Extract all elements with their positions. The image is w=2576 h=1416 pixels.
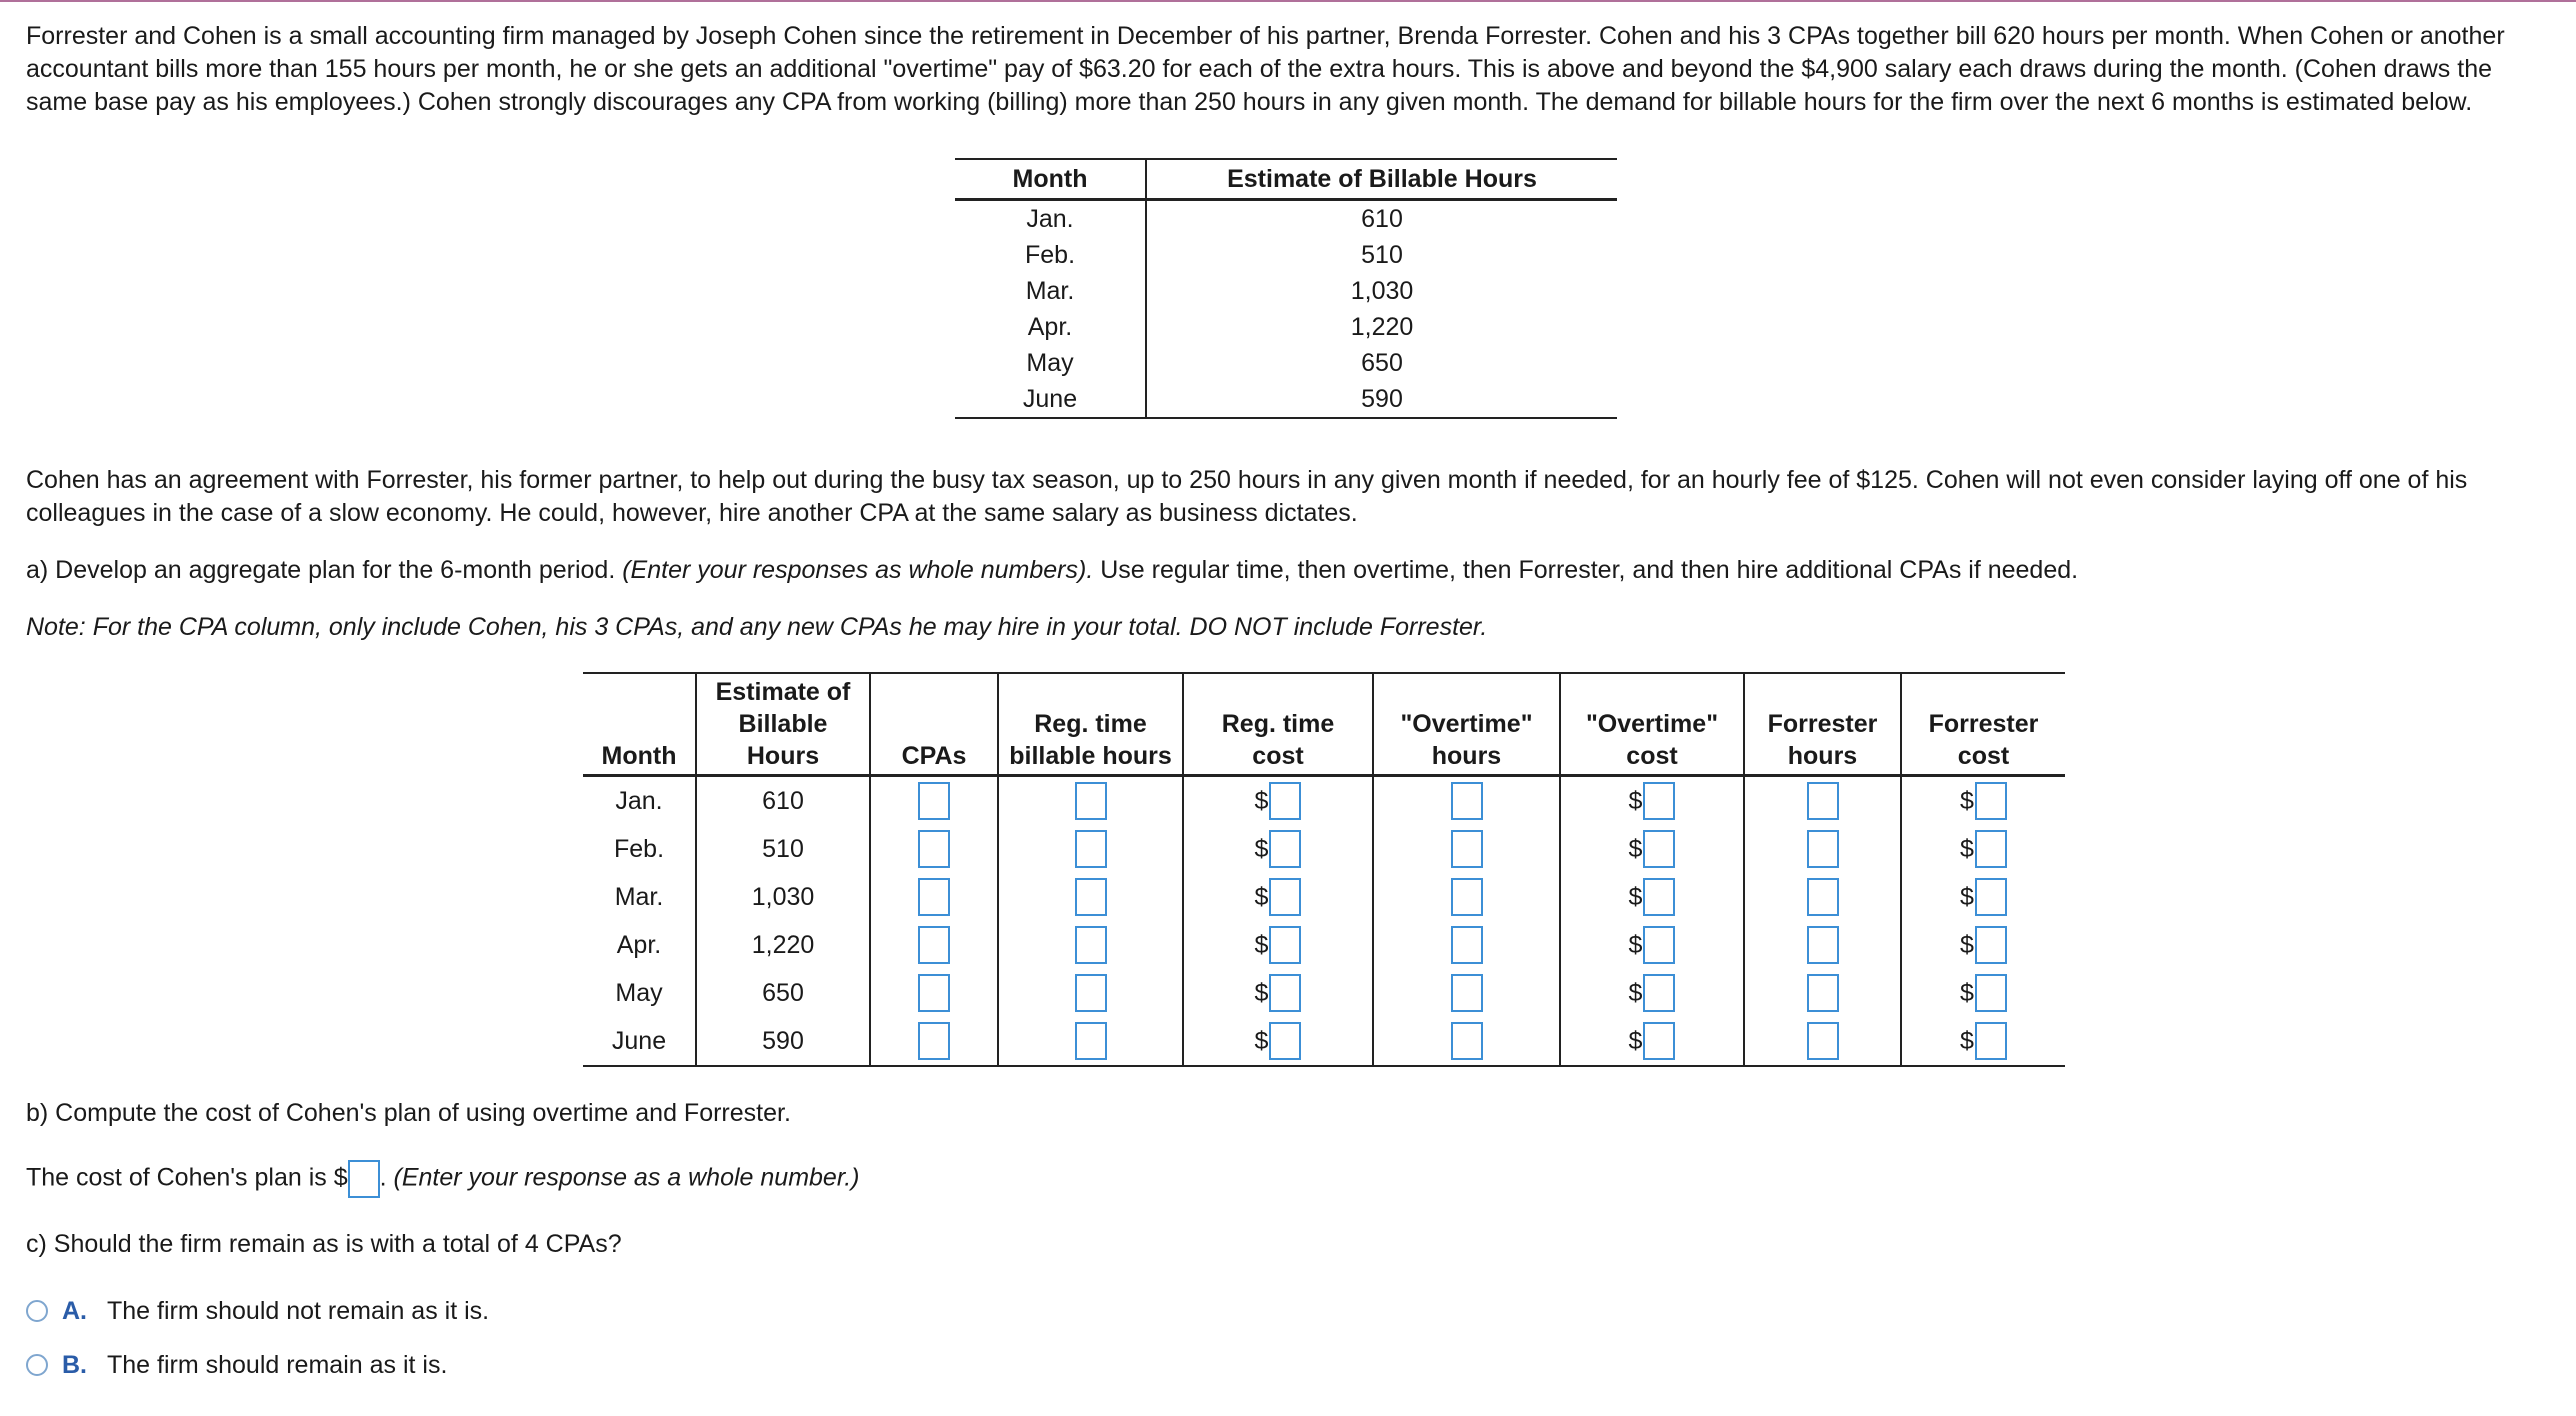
dollar-sign: $: [1254, 1026, 1269, 1055]
reg-cost-input[interactable]: [1269, 1022, 1301, 1060]
cpas-cell: [870, 969, 998, 1017]
option-a-letter: A.: [62, 1296, 87, 1325]
ot-cost-cell: [1560, 969, 1744, 1017]
forrester-cost-input[interactable]: [1975, 830, 2007, 868]
reg-cost-input[interactable]: [1269, 974, 1301, 1012]
cpas-cell: [870, 873, 998, 921]
plan-estimate: 610: [696, 776, 870, 826]
estimate-hours: 650: [1361, 348, 1403, 377]
ot-cost-input[interactable]: [1643, 830, 1675, 868]
reg-cost-input[interactable]: [1269, 878, 1301, 916]
plan-estimate: 1,220: [696, 921, 870, 969]
table-row: [955, 345, 1617, 381]
reg-cost-input[interactable]: [1269, 926, 1301, 964]
aggregate-plan-table: [583, 672, 2065, 1067]
dollar-sign: $: [1960, 834, 1974, 863]
part-c-question: c) Should the firm remain as is with a total of 4 CPAs?: [26, 1230, 622, 1258]
dollar-sign: $: [1254, 834, 1269, 863]
cpas-input[interactable]: [918, 830, 950, 868]
ot-hours-cell: [1373, 1017, 1560, 1066]
cpas-cell: [870, 1017, 998, 1066]
question-body: [26, 20, 2556, 119]
parts-b-c: [26, 1097, 860, 1385]
dollar-sign: $: [1254, 882, 1269, 911]
plan-estimate: 590: [696, 1017, 870, 1066]
forrester-hours-input[interactable]: [1807, 782, 1839, 820]
reg-hours-cell: [998, 873, 1183, 921]
forrester-cost-cell: [1901, 873, 2065, 921]
dollar-sign: $: [1628, 882, 1643, 911]
estimate-month: May: [955, 345, 1146, 381]
plan-month: Mar.: [583, 873, 696, 921]
ot-hours-input[interactable]: [1451, 974, 1483, 1012]
ot-hours-cell: [1373, 776, 1560, 826]
ot-cost-cell: [1560, 1017, 1744, 1066]
forrester-cost-input[interactable]: [1975, 926, 2007, 964]
dollar-sign: $: [1628, 786, 1643, 815]
forrester-cost-cell: [1901, 776, 2065, 826]
forrester-cost-cell: [1901, 969, 2065, 1017]
plan-cost-input[interactable]: [348, 1160, 380, 1198]
forrester-cost-cell: [1901, 825, 2065, 873]
part-a-tail: Use regular time, then overtime, then Forrester, and then hire additional CPAs if needed.: [1100, 556, 2079, 584]
estimate-month: Jan.: [955, 200, 1146, 238]
ot-hours-input[interactable]: [1451, 830, 1483, 868]
plan-estimate: 510: [696, 825, 870, 873]
ot-cost-input[interactable]: [1643, 782, 1675, 820]
dollar-sign: $: [1628, 1026, 1643, 1055]
reg-hours-input[interactable]: [1075, 926, 1107, 964]
cpas-input[interactable]: [918, 878, 950, 916]
dollar-sign: $: [1254, 930, 1269, 959]
plan-month: Feb.: [583, 825, 696, 873]
forrester-hours-input[interactable]: [1807, 878, 1839, 916]
plan-estimate: 650: [696, 969, 870, 1017]
part-a-prompt: [26, 554, 2556, 587]
forrester-cost-cell: [1901, 1017, 2065, 1066]
estimate-hours: 590: [1146, 381, 1617, 418]
estimate-header-hours: Estimate of Billable Hours: [1146, 159, 1617, 200]
option-b-text: The firm should remain as it is.: [107, 1350, 448, 1379]
agreement-paragraph: Cohen has an agreement with Forrester, his former partner, to help out during the busy tax season, up to 250 hours in any given month if needed, for an hourly fee of $125. Cohen will not even consider laying off one of his colleagues in the case of a slow economy. He could, however, hire another CPA at the same salary as business dictates.: [26, 466, 2468, 527]
part-b-prefix: The cost of Cohen's plan is $: [26, 1163, 348, 1192]
part-b-answer-line: [26, 1160, 860, 1198]
dollar-sign: $: [1628, 978, 1643, 1007]
table-row: [955, 237, 1617, 273]
reg-hours-input[interactable]: [1075, 974, 1107, 1012]
ot-hours-cell: [1373, 969, 1560, 1017]
table-row: [583, 873, 2065, 921]
radio-b[interactable]: [26, 1354, 48, 1376]
cpas-input[interactable]: [918, 1022, 950, 1060]
estimate-month: Feb.: [955, 237, 1146, 273]
forrester-cost-input[interactable]: [1975, 878, 2007, 916]
option-b[interactable]: [26, 1345, 860, 1385]
reg-hours-input[interactable]: [1075, 878, 1107, 916]
dollar-sign: $: [1254, 786, 1269, 815]
dollar-sign: $: [1960, 786, 1974, 815]
reg-cost-input[interactable]: [1269, 830, 1301, 868]
reg-hours-cell: [998, 969, 1183, 1017]
plan-header-forrester-cost: Forrester cost: [1901, 673, 2065, 776]
reg-hours-cell: [998, 825, 1183, 873]
option-a-text: The firm should not remain as it is.: [107, 1296, 490, 1325]
ot-cost-cell: [1560, 825, 1744, 873]
reg-cost-cell: [1183, 1017, 1373, 1066]
part-a-instruction: (Enter your responses as whole numbers).: [622, 556, 1094, 584]
reg-hours-input[interactable]: [1075, 782, 1107, 820]
reg-hours-input[interactable]: [1075, 830, 1107, 868]
ot-hours-cell: [1373, 921, 1560, 969]
forrester-hours-cell: [1744, 776, 1901, 826]
forrester-hours-input[interactable]: [1807, 974, 1839, 1012]
forrester-hours-cell: [1744, 921, 1901, 969]
ot-hours-input[interactable]: [1451, 1022, 1483, 1060]
table-row: [583, 825, 2065, 873]
dollar-sign: $: [1628, 834, 1643, 863]
plan-estimate: 1,030: [696, 873, 870, 921]
part-a-note: Note: For the CPA column, only include Cohen, his 3 CPAs, and any new CPAs he may hire in your total. DO NOT include Forrester.: [26, 613, 1488, 641]
ot-cost-input[interactable]: [1643, 1022, 1675, 1060]
cpas-cell: [870, 776, 998, 826]
reg-cost-cell: [1183, 825, 1373, 873]
estimate-month: June: [955, 381, 1146, 418]
dollar-sign: $: [1960, 978, 1974, 1007]
plan-month: June: [583, 1017, 696, 1066]
dollar-sign: $: [1254, 978, 1269, 1007]
dollar-sign: $: [1960, 930, 1974, 959]
reg-hours-cell: [998, 1017, 1183, 1066]
part-a-lead: a) Develop an aggregate plan for the 6-month period.: [26, 556, 616, 584]
reg-hours-cell: [998, 921, 1183, 969]
ot-hours-cell: [1373, 873, 1560, 921]
forrester-cost-input[interactable]: [1975, 782, 2007, 820]
table-row: [955, 200, 1617, 238]
ot-cost-cell: [1560, 776, 1744, 826]
ot-hours-input[interactable]: [1451, 926, 1483, 964]
table-row: [955, 309, 1617, 345]
reg-cost-cell: [1183, 776, 1373, 826]
plan-month: Jan.: [583, 776, 696, 826]
plan-month: Apr.: [583, 921, 696, 969]
table-row: [583, 776, 2065, 826]
agreement-section: [26, 464, 2556, 644]
reg-cost-input[interactable]: [1269, 782, 1301, 820]
reg-hours-cell: [998, 776, 1183, 826]
reg-cost-cell: [1183, 969, 1373, 1017]
plan-header-cpas: CPAs: [870, 673, 998, 776]
ot-cost-input[interactable]: [1643, 926, 1675, 964]
reg-cost-cell: [1183, 873, 1373, 921]
plan-header-reg-hours: Reg. time billable hours: [998, 673, 1183, 776]
cpas-input[interactable]: [918, 926, 950, 964]
reg-hours-input[interactable]: [1075, 1022, 1107, 1060]
table-row: [955, 381, 1617, 418]
ot-cost-input[interactable]: [1643, 974, 1675, 1012]
part-b-instruction: (Enter your response as a whole number.): [393, 1163, 860, 1192]
forrester-cost-cell: [1901, 921, 2065, 969]
ot-cost-input[interactable]: [1643, 878, 1675, 916]
cpas-cell: [870, 921, 998, 969]
estimate-month: Mar.: [955, 273, 1146, 309]
dollar-sign: $: [1960, 882, 1974, 911]
option-a[interactable]: [26, 1291, 860, 1331]
forrester-hours-cell: [1744, 873, 1901, 921]
part-b-question: b) Compute the cost of Cohen's plan of using overtime and Forrester.: [26, 1099, 791, 1127]
forrester-hours-cell: [1744, 969, 1901, 1017]
estimate-month: Apr.: [955, 309, 1146, 345]
forrester-hours-input[interactable]: [1807, 1022, 1839, 1060]
forrester-hours-cell: [1744, 825, 1901, 873]
ot-hours-cell: [1373, 825, 1560, 873]
forrester-hours-cell: [1744, 1017, 1901, 1066]
ot-cost-cell: [1560, 921, 1744, 969]
top-accent-line: [0, 0, 2576, 2]
dollar-sign: $: [1960, 1026, 1974, 1055]
plan-header-ot-hours: "Overtime" hours: [1373, 673, 1560, 776]
dollar-sign: $: [1628, 930, 1643, 959]
table-row: [583, 1017, 2065, 1066]
ot-hours-input[interactable]: [1451, 782, 1483, 820]
plan-header-ot-cost: "Overtime" cost: [1560, 673, 1744, 776]
cpas-input[interactable]: [918, 974, 950, 1012]
table-row: [955, 273, 1617, 309]
estimate-hours: 1,220: [1350, 312, 1414, 341]
forrester-hours-input[interactable]: [1807, 830, 1839, 868]
part-b-period: .: [379, 1163, 387, 1192]
cpas-cell: [870, 825, 998, 873]
cpas-input[interactable]: [918, 782, 950, 820]
plan-header-forrester-hours: Forrester hours: [1744, 673, 1901, 776]
plan-month: May: [583, 969, 696, 1017]
intro-paragraph: Forrester and Cohen is a small accounting firm managed by Joseph Cohen since the retirement in December of his partner, Brenda Forrester. Cohen and his 3 CPAs together bill 620 hours per month. When Cohen or another accountant bills more than 155 hours per month, he or she gets an additional "overtime" pay of $63.20 for each of the extra hours. This is above and beyond the $4,900 salary each draws during the month. (Cohen draws the same base pay as his employees.) Cohen strongly discourages any CPA from working (billing) more than 250 hours in any given month. The demand for billable hours for the firm over the next 6 months is estimated below.: [26, 22, 2505, 116]
estimate-hours: 510: [1361, 240, 1403, 269]
estimate-header-month: Month: [955, 159, 1146, 200]
radio-a[interactable]: [26, 1300, 48, 1322]
table-row: [583, 921, 2065, 969]
forrester-hours-input[interactable]: [1807, 926, 1839, 964]
option-b-letter: B.: [62, 1350, 87, 1379]
forrester-cost-input[interactable]: [1975, 1022, 2007, 1060]
forrester-cost-input[interactable]: [1975, 974, 2007, 1012]
plan-header-month: Month: [583, 673, 696, 776]
estimate-hours: 1,030: [1350, 276, 1414, 305]
ot-hours-input[interactable]: [1451, 878, 1483, 916]
answer-options: [26, 1291, 860, 1385]
ot-cost-cell: [1560, 873, 1744, 921]
table-row: [583, 969, 2065, 1017]
estimate-table: [955, 158, 1617, 419]
estimate-hours: 610: [1361, 204, 1403, 233]
reg-cost-cell: [1183, 921, 1373, 969]
plan-header-estimate: Estimate of Billable Hours: [696, 673, 870, 776]
plan-header-reg-cost: Reg. time cost: [1183, 673, 1373, 776]
